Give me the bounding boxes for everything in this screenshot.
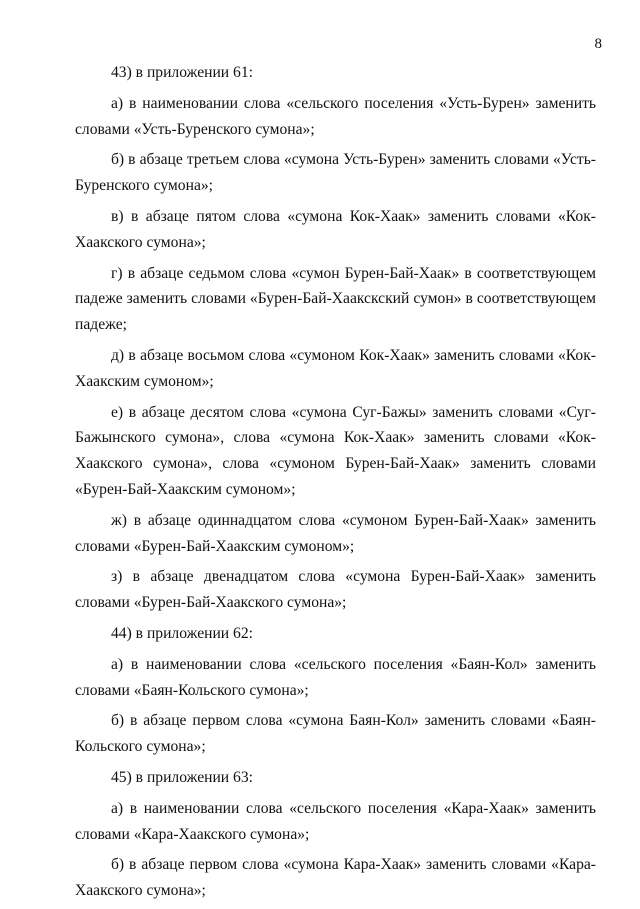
- item-heading-43: 43) в приложении 61:: [111, 64, 253, 81]
- amendment-paragraph: з) в абзаце двенадцатом слова «сумона Бурен-Бай-Хаак» заменить словами «Бурен-Бай-Хаакского сумона»;: [75, 568, 596, 612]
- amendment-paragraph: д) в абзаце восьмом слова «сумоном Кок-Хаак» заменить словами «Кок-Хаакским сумоном»;: [75, 346, 596, 390]
- amendment-paragraph: г) в абзаце седьмом слова «сумон Бурен-Бай-Хаак» в соответствующем падеже заменить словами «Бурен-Бай-Хаакскский сумон» в соответствующем падеже;: [75, 264, 596, 334]
- amendment-paragraph: ж) в абзаце одиннадцатом слова «сумоном Бурен-Бай-Хаак» заменить словами «Бурен-Бай-Хаакским сумоном»;: [75, 511, 596, 555]
- amendment-paragraph: а) в наименовании слова «сельского поселения «Усть-Бурен» заменить словами «Усть-Буренского сумона»;: [75, 94, 596, 138]
- document-body: [75, 60, 596, 909]
- amendment-paragraph: а) в наименовании слова «сельского поселения «Кара-Хаак» заменить словами «Кара-Хаакского сумона»;: [75, 799, 596, 843]
- item-heading-45: 45) в приложении 63:: [111, 768, 253, 786]
- amendment-paragraph: б) в абзаце первом слова «сумона Баян-Кол» заменить словами «Баян-Кольского сумона»;: [75, 712, 596, 756]
- item-heading-44: 44) в приложении 62:: [111, 624, 253, 642]
- amendment-paragraph: б) в абзаце третьем слова «сумона Усть-Бурен» заменить словами «Усть-Буренского сумона»;: [75, 151, 596, 195]
- amendment-paragraph: а) в наименовании слова «сельского поселения «Баян-Кол» заменить словами «Баян-Кольского сумона»;: [75, 655, 596, 699]
- page-number: 8: [594, 36, 602, 52]
- amendment-paragraph: б) в абзаце первом слова «сумона Кара-Хаак» заменить словами «Кара-Хаакского сумона»;: [75, 856, 596, 900]
- amendment-paragraph: в) в абзаце пятом слова «сумона Кок-Хаак» заменить словами «Кок-Хаакского сумона»;: [75, 207, 596, 251]
- amendment-paragraph: е) в абзаце десятом слова «сумона Суг-Бажы» заменить словами «Суг-Бажынского сумона», слова «сумона Кок-Хаак» заменить словами «Кок-Хаакского сумона», слова «сумоном Бурен-Бай-Хаак» заменить словами «Бурен-Бай-Хаакским сумоном»;: [75, 403, 596, 498]
